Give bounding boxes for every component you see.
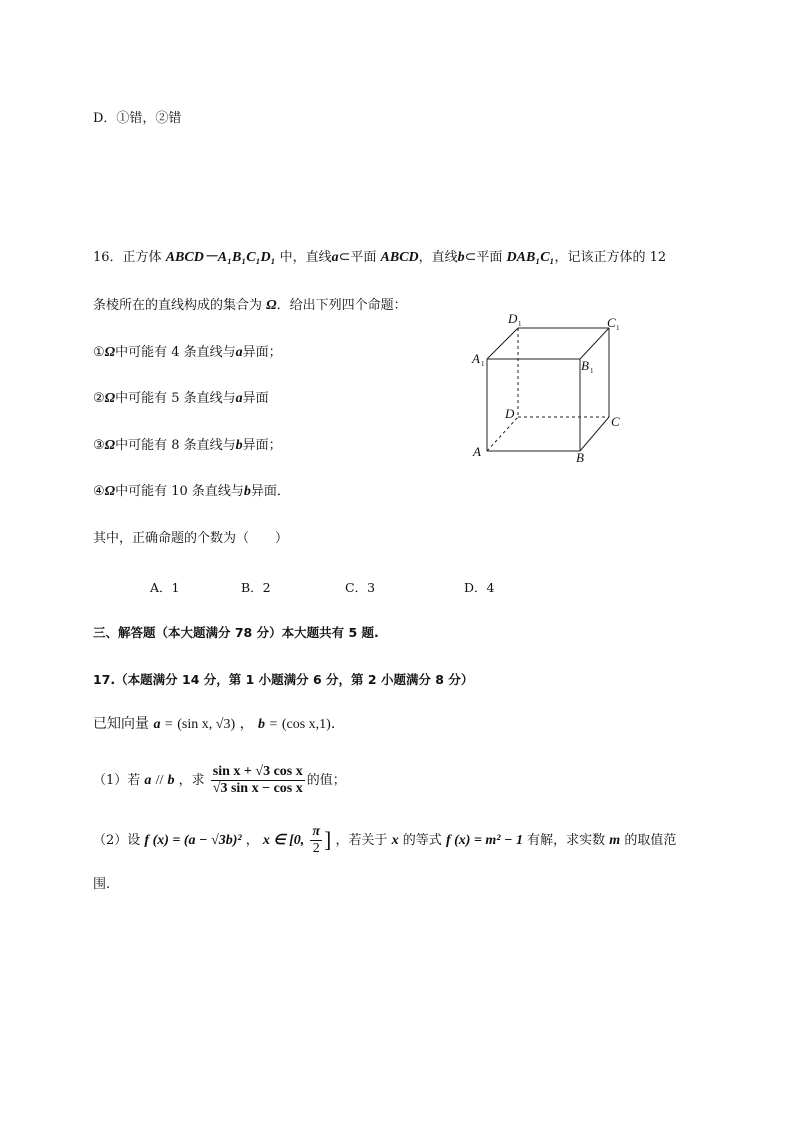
cube-figure: [468, 308, 628, 468]
q16-subset-2: ⊂: [464, 250, 477, 265]
q16-stem-line1: [93, 249, 666, 267]
edge-a1d1: [487, 328, 518, 359]
right-bracket: ]: [324, 827, 332, 852]
q17-p1-fraction: [211, 764, 305, 797]
vec-a-symbol: a: [153, 717, 161, 732]
label-d1: D: [508, 311, 518, 326]
period: .: [330, 716, 336, 732]
q16-plane1: ABCD: [380, 250, 419, 265]
q16-plane2-text: 平面: [476, 250, 503, 265]
prop-var: b: [243, 484, 251, 499]
pi-over-2-fraction: [310, 824, 322, 857]
q16-prop-3: [93, 437, 282, 455]
q17-p2-eq: f (x) = m² − 1: [445, 833, 523, 848]
vec-b-symbol: b: [258, 717, 266, 732]
label-a: A: [473, 444, 481, 459]
prop-text: 中可能有 4 条直线与: [115, 345, 236, 360]
omega-symbol: Ω: [104, 345, 116, 360]
q16-choice-c: C．3: [345, 580, 376, 595]
q17-p2-mid: ，若关于: [335, 833, 388, 848]
prop-var: a: [235, 391, 243, 406]
comma: ，: [239, 716, 254, 732]
prop-text: 中可能有 8 条直线与: [115, 438, 236, 453]
q17-p2-m: m: [609, 833, 621, 848]
prop-var: a: [235, 345, 243, 360]
label-c1-sub: 1: [616, 324, 620, 332]
q17-part2-line2: 围.: [93, 877, 111, 892]
prop-text-end: 异面；: [242, 345, 282, 360]
q17-p2-prefix: （2）设: [93, 833, 141, 848]
prop-text-end: 异面．: [250, 484, 290, 499]
q17-p2-x-interval: x ∈ [0,: [262, 833, 305, 848]
prop-text: 中可能有 10 条直线与: [115, 484, 244, 499]
q16-mid2: ，直线: [418, 250, 458, 265]
prop-mark: ①: [93, 345, 105, 360]
prev-option-d: D．①错，②错: [93, 111, 182, 126]
q16-plane1-text: 平面: [350, 250, 377, 265]
prop-mark: ②: [93, 391, 105, 406]
two-symbol: 2: [312, 841, 320, 856]
q16-line2-text: 条棱所在的直线构成的集合为: [93, 298, 263, 313]
label-d: D: [505, 406, 515, 421]
q16-prop-1: [93, 344, 282, 362]
q16-choice-d: D．4: [464, 580, 495, 595]
q16-omega: Ω: [266, 298, 277, 313]
edge-ad-hidden: [487, 417, 518, 451]
q16-prop-4: [93, 483, 290, 501]
label-a1: A: [472, 351, 480, 366]
q17-p2-tail: 有解，求实数: [527, 833, 606, 848]
q16-line2-tail: ．给出下列四个命题：: [276, 298, 407, 313]
q16-number: 16．正方体: [93, 250, 162, 265]
q17-header: 17.（本题满分 14 分，第 1 小题满分 6 分，第 2 小题满分 8 分）: [93, 672, 474, 687]
q17-p1-mid: ，求: [178, 773, 205, 788]
label-c: C: [611, 414, 620, 429]
label-b: B: [576, 450, 584, 465]
omega-symbol: Ω: [104, 438, 116, 453]
fraction-denominator: √3 sin x − cos x: [212, 781, 303, 796]
edge-bc: [580, 417, 609, 451]
q16-plane2: DAB₁C₁: [506, 250, 555, 265]
q16-mid1: 中，直线: [279, 250, 332, 265]
prop-text-end: 异面；: [242, 438, 282, 453]
label-b1: B: [581, 358, 589, 373]
prop-var: b: [235, 438, 243, 453]
parallel-symbol: //: [155, 773, 164, 788]
equals-sign: =: [164, 717, 173, 732]
q16-choice-a: A．1: [150, 580, 180, 595]
q17-given-prefix: 已知向量: [93, 716, 149, 732]
q16-tail: ，记该正方体的 12: [554, 250, 667, 265]
section-3-heading: 三、解答题（本大题满分 78 分）本大题共有 5 题.: [93, 625, 379, 640]
q16-prop-2: [93, 390, 269, 408]
q17-given: [93, 715, 335, 734]
vec-a-value: (sin x, √3): [177, 717, 236, 732]
label-c1: C: [607, 315, 616, 330]
vec-a-symbol: a: [144, 773, 152, 788]
q17-p2-end: 的取值范: [624, 833, 677, 848]
omega-symbol: Ω: [104, 484, 116, 499]
q16-line-a: a: [331, 250, 339, 265]
prop-text-end: 异面: [242, 391, 269, 406]
prop-text: 中可能有 5 条直线与: [115, 391, 236, 406]
q17-p2-var: x: [391, 833, 399, 848]
pi-symbol: π: [312, 824, 321, 839]
q16-cube-name: ABCD－A₁B₁C₁D₁: [165, 250, 276, 265]
q16-subset-1: ⊂: [338, 250, 351, 265]
prop-mark: ③: [93, 438, 105, 453]
label-d1-sub: 1: [518, 320, 522, 328]
q16-question: 其中，正确命题的个数为（ ）: [93, 531, 289, 546]
label-b1-sub: 1: [590, 367, 594, 375]
q17-p2-f: f (x) = (a − √3b)²: [144, 833, 242, 848]
vec-b-symbol: b: [167, 773, 175, 788]
fraction-numerator: sin x + √3 cos x: [212, 764, 303, 779]
q16-choice-b: B．2: [241, 580, 271, 595]
q16-line-b: b: [457, 250, 465, 265]
equals-sign: =: [269, 717, 278, 732]
q16-stem-line2: [93, 297, 407, 315]
q17-p1-prefix: （1）若: [93, 773, 141, 788]
omega-symbol: Ω: [104, 391, 116, 406]
prop-mark: ④: [93, 484, 105, 499]
q17-part1: [93, 763, 346, 799]
comma: ，: [245, 833, 259, 848]
q17-p1-tail: 的值；: [306, 773, 346, 788]
label-a1-sub: 1: [481, 360, 485, 368]
q17-part2: [93, 822, 676, 859]
edge-b1c1: [580, 328, 609, 359]
vec-b-value: (cos x,1): [281, 717, 331, 732]
q17-p2-eq-text: 的等式: [402, 833, 442, 848]
